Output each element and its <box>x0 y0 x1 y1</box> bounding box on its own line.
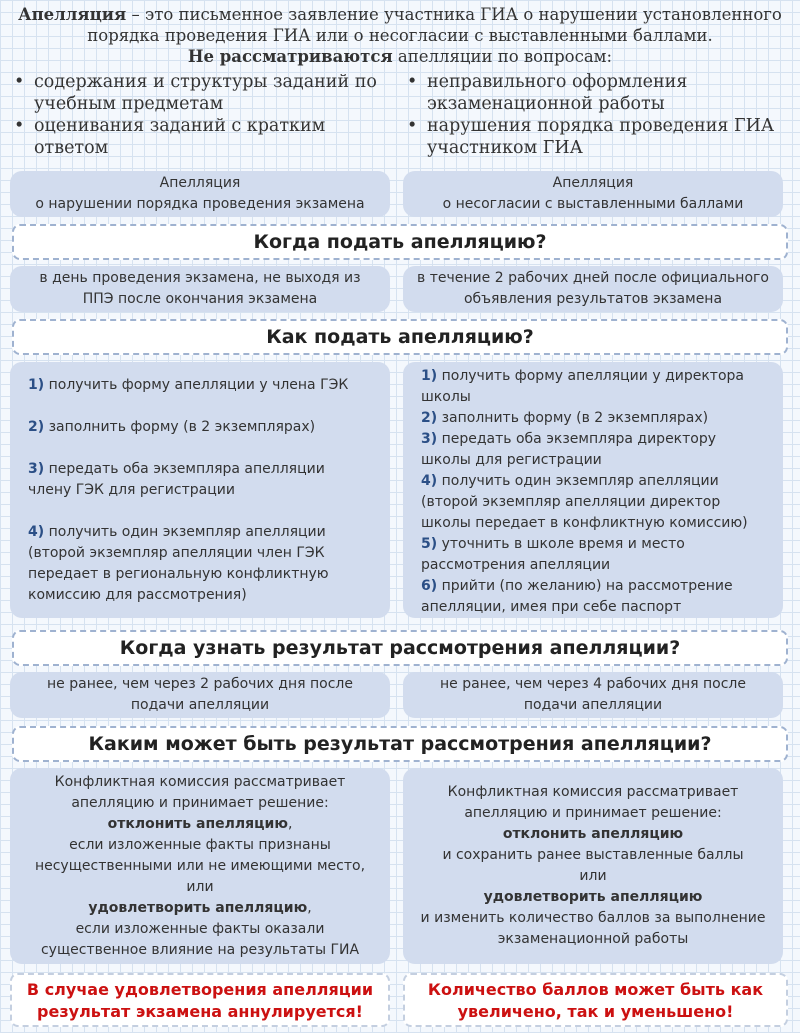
step-item: 4) получить один экземпляр апелляции (второй экземпляр апелляции директор школы передает в конфликтную комиссию) <box>421 473 748 531</box>
bullet-item: • оценивания заданий с кратким ответом <box>12 115 402 159</box>
intro-definition-line1: Апелляция – это письменное заявление участника ГИА о нарушении установленного <box>18 5 782 24</box>
section-header-when-result: Когда узнать результат рассмотрения апелляции? <box>12 630 788 666</box>
satisfy-decision: удовлетворить апелляцию, <box>88 900 312 916</box>
step-item: 4) получить один экземпляр апелляции (второй экземпляр апелляции член ГЭК передает в региональную конфликтную комиссию для рассмотрения) <box>28 524 329 603</box>
satisfy-decision: удовлетворить апелляцию <box>483 889 703 905</box>
result-scores: Конфликтная комиссия рассматривает апелляцию и принимает решение: отклонить апелляцию и сохранить ранее выставленные баллы или удовлетворить апелляцию и изменить количество баллов за выполнение экзаменационной работы <box>403 768 783 964</box>
appeal-type-scores: Апелляция о несогласии с выставленными баллами <box>403 171 783 217</box>
how-submit-procedure-steps <box>10 362 390 618</box>
section-header-how-submit: Как подать апелляцию? <box>12 319 788 355</box>
step-item: 2) заполнить форму (в 2 экземплярах) <box>28 419 316 435</box>
step-item: 6) прийти (по желанию) на рассмотрение апелляции, имея при себе паспорт <box>421 578 733 615</box>
note-annulled: В случае удовлетворения апелляции результат экзамена аннулируется! <box>10 973 390 1027</box>
bullet-item: • неправильного оформления экзаменационной работы <box>405 71 795 115</box>
step-item: 3) передать оба экземпляра апелляции члену ГЭК для регистрации <box>28 461 325 498</box>
how-submit-scores-steps <box>403 362 783 618</box>
term-apellyaciya: Апелляция <box>18 5 127 24</box>
step-item: 2) заполнить форму (в 2 экземплярах) <box>421 410 709 426</box>
step-item: 5) уточнить в школе время и место рассмотрения апелляции <box>421 536 685 573</box>
when-submit-scores: в течение 2 рабочих дней после официального объявления результатов экзамена <box>403 266 783 312</box>
step-item: 1) получить форму апелляции у директора школы <box>421 368 744 405</box>
when-submit-procedure: в день проведения экзамена, не выходя из ППЭ после окончания экзамена <box>10 266 390 312</box>
step-item: 3) передать оба экземпляра директору школы для регистрации <box>421 431 717 468</box>
note-score-change: Количество баллов может быть как увеличено, так и уменьшено! <box>403 973 788 1027</box>
bullet-item: • нарушения порядка проведения ГИА участником ГИА <box>405 115 795 159</box>
not-considered-list-right <box>405 71 795 159</box>
intro-definition-line2: порядка проведения ГИА или о несогласии с выставленными баллами. <box>87 26 713 45</box>
step-item: 1) получить форму апелляции у члена ГЭК <box>28 377 349 393</box>
result-procedure: Конфликтная комиссия рассматривает апелляцию и принимает решение: отклонить апелляцию, если изложенные факты признаны несущественными или не имеющими место, или удовлетворить апелляцию, если изложенные факты оказали существенное влияние на результаты ГИА <box>10 768 390 964</box>
intro-block <box>0 4 800 67</box>
section-header-result: Каким может быть результат рассмотрения апелляции? <box>12 726 788 762</box>
when-result-scores: не ранее, чем через 4 рабочих дня после подачи апелляции <box>403 672 783 718</box>
section-header-when-submit: Когда подать апелляцию? <box>12 224 788 260</box>
reject-decision: отклонить апелляцию <box>502 826 684 842</box>
reject-decision: отклонить апелляцию, <box>107 816 293 832</box>
not-considered-heading: Не рассматриваются апелляции по вопросам: <box>187 47 613 66</box>
appeal-type-procedure: Апелляция о нарушении порядка проведения экзамена <box>10 171 390 217</box>
not-considered-list-left <box>12 71 402 159</box>
bullet-item: • содержания и структуры заданий по учебным предметам <box>12 71 402 115</box>
when-result-procedure: не ранее, чем через 2 рабочих дня после подачи апелляции <box>10 672 390 718</box>
